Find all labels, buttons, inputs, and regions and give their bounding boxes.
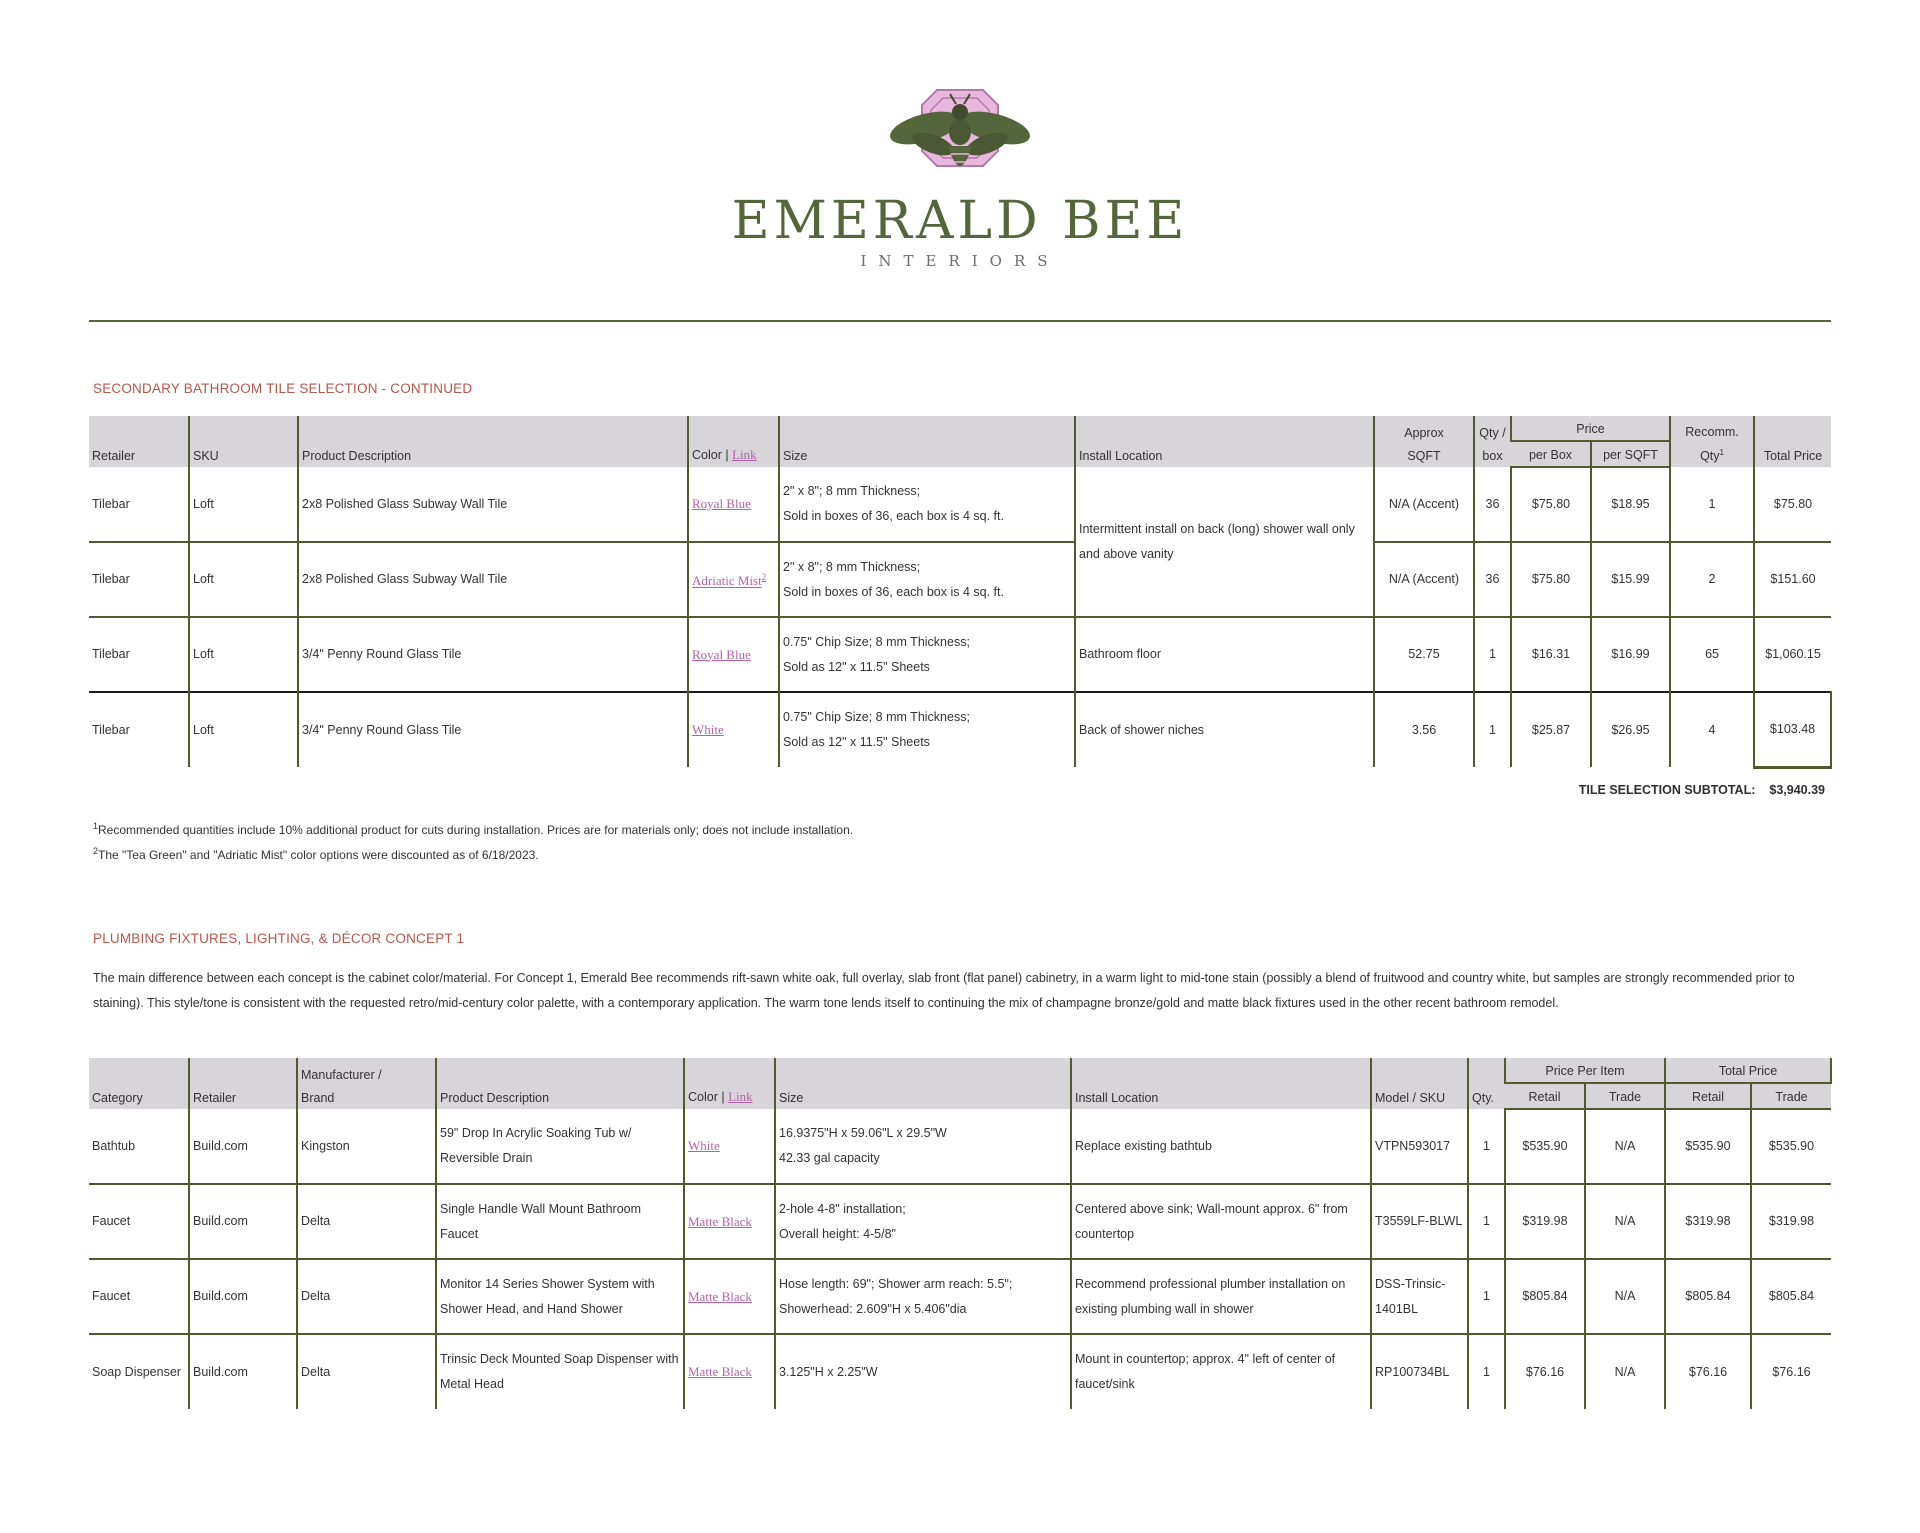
size-line-2: Sold in boxes of 36, each box is 4 sq. ft. xyxy=(783,584,1004,599)
cell-model: VTPN593017 xyxy=(1371,1109,1468,1184)
table-row xyxy=(89,542,1831,617)
cell-description: Monitor 14 Series Shower System with Shower Head, and Hand Shower xyxy=(436,1259,684,1334)
header-retailer: Retailer xyxy=(189,1058,297,1109)
cell-color xyxy=(688,542,779,617)
size-line-1: 2" x 8"; 8 mm Thickness; xyxy=(783,559,921,574)
cell-total-retail: $535.90 xyxy=(1665,1109,1751,1184)
table-row xyxy=(89,1109,1831,1184)
plumbing-section-title: PLUMBING FIXTURES, LIGHTING, & DÉCOR CONCEPT 1 xyxy=(93,931,465,946)
cell-qty: 1 xyxy=(1474,617,1511,692)
size-line-1: 2" x 8"; 8 mm Thickness; xyxy=(783,484,921,498)
header-total-price: Total Price xyxy=(1754,416,1831,467)
header-recomm-sup: 1 xyxy=(1719,447,1724,457)
brand-name: EMERALD BEE xyxy=(731,191,1189,251)
header-qty-bottom: box xyxy=(1482,449,1503,463)
cell-trade: N/A xyxy=(1585,1184,1665,1259)
table-row xyxy=(89,467,1831,542)
cell-per-sqft: $15.99 xyxy=(1591,542,1670,617)
cell-total-retail: $76.16 xyxy=(1665,1334,1751,1409)
cell-total-trade: $805.84 xyxy=(1751,1259,1831,1334)
cell-size xyxy=(775,1334,1071,1409)
cell-per-box: $75.80 xyxy=(1511,542,1591,617)
cell-category: Faucet xyxy=(89,1259,189,1334)
bee-gem-icon xyxy=(885,88,1035,188)
cell-color xyxy=(688,617,779,692)
cell-color xyxy=(684,1109,775,1184)
header-description: Product Description xyxy=(298,416,688,467)
cell-install: Recommend professional plumber installation on existing plumbing wall in shower xyxy=(1071,1259,1371,1334)
cell-color xyxy=(684,1184,775,1259)
cell-total: $1,060.15 xyxy=(1754,617,1831,692)
size-line-2: Sold in boxes of 36, each box is 4 sq. ft. xyxy=(783,509,1004,523)
subtotal-label: TILE SELECTION SUBTOTAL: xyxy=(1578,783,1756,797)
header-color xyxy=(684,1058,775,1109)
cell-install: Back of shower niches xyxy=(1075,692,1374,767)
cell-retail: $76.16 xyxy=(1505,1334,1585,1409)
cell-recomm: 65 xyxy=(1670,617,1754,692)
cell-description: 3/4" Penny Round Glass Tile xyxy=(298,692,688,767)
footnote-1-marker: 1 xyxy=(93,821,99,831)
footnote-2-marker: 2 xyxy=(93,846,99,856)
brand-logo xyxy=(0,88,1920,270)
header-retail: Retail xyxy=(1505,1083,1585,1109)
color-link[interactable]: Matte Black xyxy=(688,1288,752,1304)
size-line-2: 42.33 gal capacity xyxy=(779,1151,880,1165)
cell-retailer: Build.com xyxy=(189,1334,297,1409)
footnote-2 xyxy=(93,846,539,862)
cell-per-box: $16.31 xyxy=(1511,617,1591,692)
brand-tagline: INTERIORS xyxy=(860,252,1060,270)
cell-description: Trinsic Deck Mounted Soap Dispenser with Metal Head xyxy=(436,1334,684,1409)
cell-size xyxy=(779,542,1075,617)
plumbing-table xyxy=(89,1058,1832,1409)
header-total-trade: Trade xyxy=(1751,1083,1831,1109)
header-manufacturer-bottom: Brand xyxy=(301,1091,335,1105)
cell-brand: Kingston xyxy=(297,1109,436,1184)
cell-sqft: 52.75 xyxy=(1374,617,1474,692)
header-approx-sqft xyxy=(1374,416,1474,467)
header-manufacturer-top: Manufacturer / xyxy=(301,1068,382,1082)
header-color-label: Color | xyxy=(688,1090,725,1104)
cell-qty: 1 xyxy=(1468,1184,1505,1259)
cell-retailer: Tilebar xyxy=(92,496,130,511)
cell-description: Single Handle Wall Mount Bathroom Faucet xyxy=(436,1184,684,1259)
cell-per-box: $25.87 xyxy=(1511,692,1591,767)
cell-size xyxy=(779,692,1075,767)
cell-category: Soap Dispenser xyxy=(89,1334,189,1409)
footnote-1 xyxy=(93,821,853,837)
cell-size xyxy=(779,467,1075,542)
size-line-1: Hose length: 69"; Shower arm reach: 5.5"; xyxy=(779,1276,1013,1291)
footnote-1-text: Recommended quantities include 10% additional product for cuts during installation. Prices are for materials only; does not include installation. xyxy=(98,823,854,837)
cell-retailer: Build.com xyxy=(189,1184,297,1259)
cell-retailer: Tilebar xyxy=(89,617,189,692)
header-qty-box xyxy=(1474,416,1511,467)
table-row xyxy=(89,1259,1831,1334)
cell-install: Replace existing bathtub xyxy=(1071,1109,1371,1184)
cell-trade: N/A xyxy=(1585,1259,1665,1334)
cell-sku: Loft xyxy=(189,467,298,542)
cell-brand: Delta xyxy=(297,1259,436,1334)
header-qty-top: Qty / xyxy=(1479,426,1506,440)
size-line-1: 16.9375"H x 59.06"L x 29.5"W xyxy=(779,1126,947,1140)
header-recomm-label: Qty xyxy=(1700,449,1720,463)
color-link[interactable]: White xyxy=(688,1138,720,1153)
header-trade: Trade xyxy=(1585,1083,1665,1109)
cell-color xyxy=(688,467,779,542)
cell-trade: N/A xyxy=(1585,1334,1665,1409)
cell-sku: Loft xyxy=(189,692,298,767)
cell-per-sqft: $18.95 xyxy=(1591,467,1670,542)
cell-color xyxy=(684,1259,775,1334)
table-row xyxy=(89,1184,1831,1259)
cell-total-trade: $76.16 xyxy=(1751,1334,1831,1409)
table-row xyxy=(89,1334,1831,1409)
cell-size xyxy=(775,1109,1071,1184)
cell-size xyxy=(779,617,1075,692)
cell-retail: $805.84 xyxy=(1505,1259,1585,1334)
cell-color xyxy=(684,1334,775,1409)
cell-retailer: Tilebar xyxy=(89,542,189,617)
tile-table xyxy=(89,416,1832,769)
cell-color xyxy=(688,692,779,767)
table-row xyxy=(89,692,1831,767)
cell-description: 59" Drop In Acrylic Soaking Tub w/ Reversible Drain xyxy=(436,1109,684,1184)
header-size: Size xyxy=(775,1058,1071,1109)
cell-brand: Delta xyxy=(297,1184,436,1259)
size-line-2: Overall height: 4-5/8" xyxy=(779,1226,896,1241)
header-color-link[interactable]: Link xyxy=(728,1089,753,1104)
cell-total-retail: $319.98 xyxy=(1665,1184,1751,1259)
cell-qty: 36 xyxy=(1474,467,1511,542)
color-link[interactable]: Matte Black xyxy=(688,1364,752,1379)
header-approx-top: Approx xyxy=(1404,426,1444,440)
size-line-1: 0.75" Chip Size; 8 mm Thickness; xyxy=(783,710,970,724)
cell-sqft: N/A (Accent) xyxy=(1374,542,1474,617)
header-recomm-bottom xyxy=(1674,448,1750,463)
cell-total-retail: $805.84 xyxy=(1665,1259,1751,1334)
cell-retailer: Build.com xyxy=(189,1259,297,1334)
cell-size xyxy=(775,1184,1071,1259)
tile-subtotal xyxy=(1565,783,1825,797)
header-color xyxy=(688,416,779,467)
cell-description: 2x8 Polished Glass Subway Wall Tile xyxy=(298,542,688,617)
header-divider xyxy=(89,320,1831,322)
table-row xyxy=(89,617,1831,692)
cell-trade: N/A xyxy=(1585,1109,1665,1184)
color-link[interactable]: Royal Blue xyxy=(692,646,751,662)
header-model: Model / SKU xyxy=(1371,1058,1468,1109)
header-recomm-qty xyxy=(1670,416,1754,467)
header-size: Size xyxy=(779,416,1075,467)
cell-recomm: 2 xyxy=(1670,542,1754,617)
header-sku: SKU xyxy=(189,416,298,467)
size-line-2: Sold as 12" x 11.5" Sheets xyxy=(783,735,930,749)
cell-install: Mount in countertop; approx. 4" left of center of faucet/sink xyxy=(1071,1334,1371,1409)
footnote-2-text: The "Tea Green" and "Adriatic Mist" color options were discounted as of 6/18/2023. xyxy=(98,848,539,862)
cell-model: T3559LF-BLWL xyxy=(1371,1184,1468,1259)
header-per-sqft: per SQFT xyxy=(1591,441,1670,467)
cell-per-box: $75.80 xyxy=(1511,467,1591,542)
cell-retail: $319.98 xyxy=(1505,1184,1585,1259)
tile-section-title: SECONDARY BATHROOM TILE SELECTION - CONTINUED xyxy=(93,381,473,396)
cell-description: 2x8 Polished Glass Subway Wall Tile xyxy=(298,467,688,542)
cell-qty: 1 xyxy=(1468,1334,1505,1409)
cell-sku: Loft xyxy=(189,617,298,692)
header-retailer: Retailer xyxy=(89,416,189,467)
cell-per-sqft: $16.99 xyxy=(1591,617,1670,692)
color-link[interactable]: Adriatic Mist xyxy=(692,573,762,589)
cell-category: Bathtub xyxy=(92,1138,136,1153)
cell-qty: 36 xyxy=(1474,542,1511,617)
header-total-price: Total Price xyxy=(1665,1058,1831,1083)
cell-per-sqft: $26.95 xyxy=(1591,692,1670,767)
header-category: Category xyxy=(89,1058,189,1109)
cell-recomm: 1 xyxy=(1670,467,1754,542)
cell-total: $103.48 xyxy=(1754,692,1831,767)
header-color-label: Color | xyxy=(692,448,729,462)
header-price-per-item: Price Per Item xyxy=(1505,1058,1665,1083)
cell-qty: 1 xyxy=(1474,692,1511,767)
size-line-2: Sold as 12" x 11.5" Sheets xyxy=(783,659,930,674)
header-price: Price xyxy=(1511,416,1670,441)
cell-retailer: Tilebar xyxy=(89,692,189,767)
header-install: Install Location xyxy=(1071,1058,1371,1109)
header-total-retail: Retail xyxy=(1665,1083,1751,1109)
color-link[interactable]: Royal Blue xyxy=(692,496,751,511)
color-link[interactable]: White xyxy=(692,722,724,737)
cell-description: 3/4" Penny Round Glass Tile xyxy=(298,617,688,692)
color-sup: 2 xyxy=(761,572,767,583)
size-line-1: 2-hole 4-8" installation; xyxy=(779,1201,906,1216)
cell-total: $151.60 xyxy=(1754,542,1831,617)
cell-sku: Loft xyxy=(189,542,298,617)
size-line-1: 0.75" Chip Size; 8 mm Thickness; xyxy=(783,634,970,649)
cell-sqft: N/A (Accent) xyxy=(1374,467,1474,542)
cell-total-trade: $535.90 xyxy=(1751,1109,1831,1184)
header-color-link[interactable]: Link xyxy=(732,447,757,462)
header-approx-bottom: SQFT xyxy=(1407,449,1441,463)
header-recomm-top: Recomm. xyxy=(1685,424,1739,439)
concept-paragraph: The main difference between each concept is the cabinet color/material. For Concept 1, Emerald Bee recommends rift-sawn white oak, full overlay, slab front (flat panel) cabinetry, in a warm light to mid-tone stain (possibly a blend of fruitwood and country white, but samples are strongly recommended prior to staining). This style/tone is consistent with the requested retro/mid-century color palette, with a contemporary application. The warm tone lends itself to continuing the mix of champagne bronze/gold and matte black fixtures used in the other recent bathroom remodel. xyxy=(93,971,1795,1010)
cell-install: Bathroom floor xyxy=(1075,617,1374,692)
cell-install-merged: Intermittent install on back (long) shower wall only and above vanity xyxy=(1075,467,1374,617)
header-description: Product Description xyxy=(436,1058,684,1109)
header-manufacturer xyxy=(297,1058,436,1109)
size-line-1: 3.125"H x 2.25"W xyxy=(779,1364,878,1379)
cell-retailer: Build.com xyxy=(189,1109,297,1184)
cell-total: $75.80 xyxy=(1754,467,1831,542)
cell-brand: Delta xyxy=(297,1334,436,1409)
cell-qty: 1 xyxy=(1468,1259,1505,1334)
cell-retail: $535.90 xyxy=(1505,1109,1585,1184)
cell-model: RP100734BL xyxy=(1371,1334,1468,1409)
header-install: Install Location xyxy=(1075,416,1374,467)
header-qty: Qty. xyxy=(1468,1058,1505,1109)
cell-size xyxy=(775,1259,1071,1334)
cell-total-trade: $319.98 xyxy=(1751,1184,1831,1259)
cell-install: Centered above sink; Wall-mount approx. 6" from countertop xyxy=(1071,1184,1371,1259)
plumbing-table-header xyxy=(89,1058,1831,1109)
color-link[interactable]: Matte Black xyxy=(688,1213,752,1229)
size-line-2: Showerhead: 2.609"H x 5.406"dia xyxy=(779,1301,967,1316)
cell-qty: 1 xyxy=(1468,1109,1505,1184)
subtotal-value: $3,940.39 xyxy=(1769,783,1825,797)
cell-category: Faucet xyxy=(89,1184,189,1259)
header-per-box: per Box xyxy=(1511,441,1591,467)
tile-table-header xyxy=(89,416,1831,467)
cell-sqft: 3.56 xyxy=(1374,692,1474,767)
cell-model: DSS-Trinsic-1401BL xyxy=(1371,1259,1468,1334)
cell-recomm: 4 xyxy=(1670,692,1754,767)
